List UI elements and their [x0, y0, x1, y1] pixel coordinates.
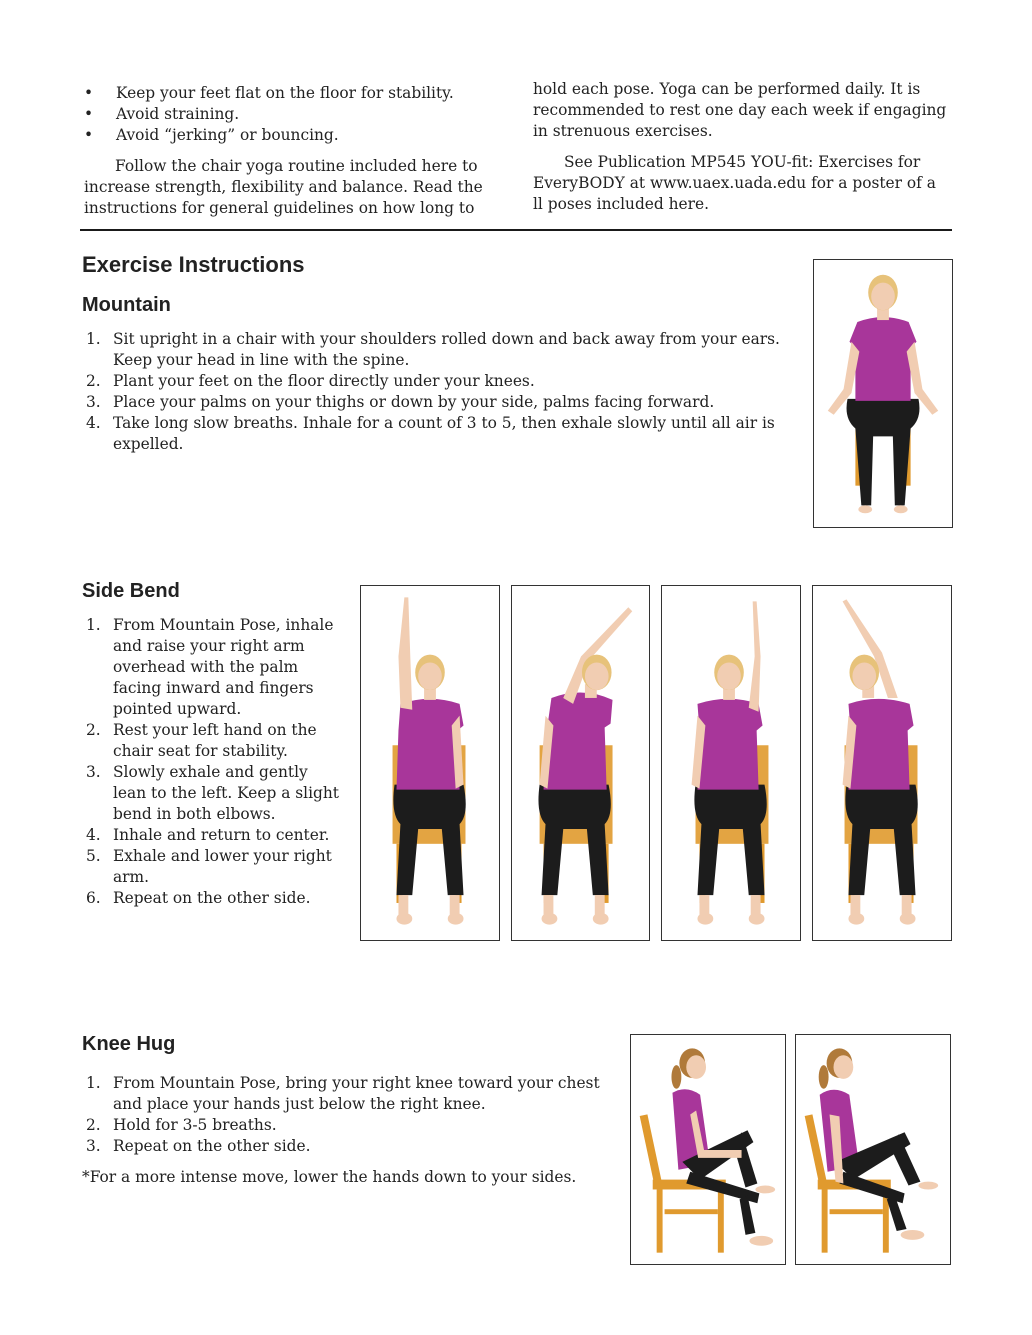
step-text: Rest your left hand on the chair seat for stability. — [113, 721, 317, 760]
knee-hug-note: *For a more intense move, lower the hands down to your sides. — [82, 1168, 577, 1186]
section-title: Exercise Instructions — [82, 252, 305, 277]
step-item — [82, 888, 344, 909]
intro-left-column — [84, 83, 494, 219]
side-bend-title: Side Bend — [82, 580, 180, 602]
step-number: 3. — [86, 1137, 101, 1155]
step-text: Hold for 3-5 breaths. — [113, 1116, 277, 1134]
mountain-steps — [82, 329, 792, 455]
step-text: Sit upright in a chair with your shoulders rolled down and back away from your ears. Keep your head in line with the spine. — [113, 330, 780, 369]
step-item — [82, 392, 792, 413]
step-number: 2. — [86, 1116, 101, 1134]
step-number: 3. — [86, 763, 101, 781]
step-text: Inhale and return to center. — [113, 826, 330, 844]
side-bend-photo-4 — [812, 585, 952, 941]
knee-hug-photo-2 — [795, 1034, 951, 1265]
step-text: Take long slow breaths. Inhale for a count of 3 to 5, then exhale slowly until all air is expelled. — [113, 414, 775, 453]
step-item — [82, 1073, 612, 1115]
side-bend-figure — [813, 586, 951, 940]
side-bend-figure — [512, 586, 649, 940]
step-number: 2. — [86, 372, 101, 390]
step-number: 6. — [86, 889, 101, 907]
intro-bullet: • Avoid “jerking” or bouncing. — [84, 125, 494, 146]
step-text: From Mountain Pose, bring your right knee toward your chest and place your hands just below the right knee. — [113, 1074, 600, 1113]
intro-bullet: • Keep your feet flat on the floor for stability. — [84, 83, 494, 104]
step-item — [82, 413, 792, 455]
side-bend-figure — [361, 586, 499, 940]
mountain-pose-photo — [813, 259, 953, 528]
knee-hug-figure — [796, 1035, 950, 1264]
step-item — [82, 720, 344, 762]
step-text: From Mountain Pose, inhale and raise your right arm overhead with the palm facing inward and fingers pointed upward. — [113, 616, 334, 718]
knee-hug-steps — [82, 1073, 612, 1157]
step-number: 5. — [86, 847, 101, 865]
step-text: Slowly exhale and gently lean to the left. Keep a slight bend in both elbows. — [113, 763, 339, 823]
step-number: 1. — [86, 616, 101, 634]
step-number: 4. — [86, 414, 101, 432]
mountain-title: Mountain — [82, 294, 171, 316]
intro-bullet: • Avoid straining. — [84, 104, 494, 125]
knee-hug-title: Knee Hug — [82, 1033, 176, 1055]
intro-paragraph: Follow the chair yoga routine included here to increase strength, flexibility and balance. Read the instructions for general guidelines on how long to — [84, 157, 483, 217]
step-text: Repeat on the other side. — [113, 1137, 311, 1155]
step-item — [82, 615, 344, 720]
step-item — [82, 762, 344, 825]
step-number: 1. — [86, 330, 101, 348]
intro-bullets — [84, 83, 494, 146]
step-item — [82, 825, 344, 846]
intro-paragraph-publication: See Publication MP545 YOU-fit: Exercises for EveryBODY at www.uaex.uada.edu for a poster of a ll poses included here. — [533, 153, 936, 213]
side-bend-photo-3 — [661, 585, 801, 941]
step-item — [82, 1136, 612, 1157]
side-bend-figure — [662, 586, 800, 940]
step-item — [82, 329, 792, 371]
step-item — [82, 1115, 612, 1136]
side-bend-photo-2 — [511, 585, 650, 941]
side-bend-steps — [82, 615, 344, 909]
intro-right-column — [533, 79, 948, 215]
step-text: Repeat on the other side. — [113, 889, 311, 907]
mountain-pose-figure — [814, 260, 952, 527]
step-number: 4. — [86, 826, 101, 844]
intro-paragraph-continued: hold each pose. Yoga can be performed daily. It is recommended to rest one day each week if engaging in strenuous exercises. — [533, 80, 947, 140]
step-item — [82, 846, 344, 888]
step-text: Exhale and lower your right arm. — [113, 847, 332, 886]
section-divider — [80, 229, 952, 231]
step-number: 1. — [86, 1074, 101, 1092]
step-text: Place your palms on your thighs or down by your side, palms facing forward. — [113, 393, 715, 411]
step-text: Plant your feet on the floor directly under your knees. — [113, 372, 535, 390]
side-bend-photo-1 — [360, 585, 500, 941]
knee-hug-figure — [631, 1035, 785, 1264]
step-item — [82, 371, 792, 392]
step-number: 2. — [86, 721, 101, 739]
step-number: 3. — [86, 393, 101, 411]
knee-hug-photo-1 — [630, 1034, 786, 1265]
